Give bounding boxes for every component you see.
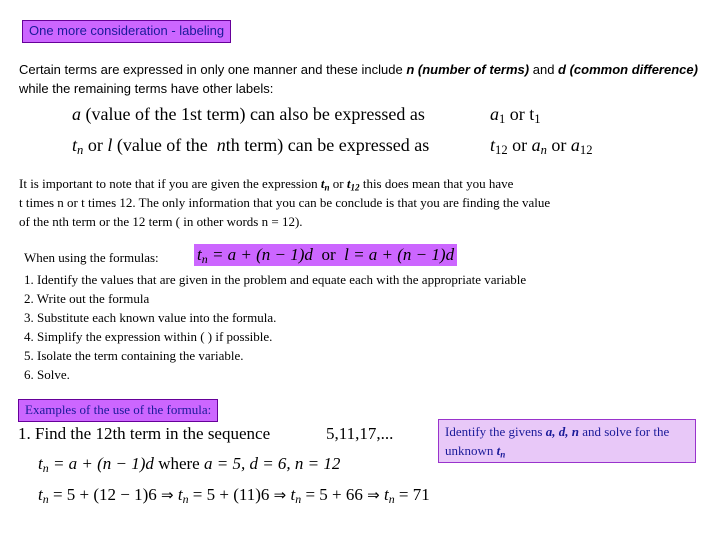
var-t12: t (490, 135, 496, 155)
sol-sub: n (388, 491, 395, 506)
tn-expr: t (320, 176, 325, 191)
eq-rest: = a + (n − 1)d (48, 454, 154, 473)
formula-2: l = a + (n − 1)d (344, 245, 455, 264)
label-line2-text1: (value of the (116, 135, 208, 155)
or-word-2: or (512, 135, 528, 155)
step-item: 3. Substitute each known value into the formula. (24, 310, 277, 325)
intro-text-1: Certain terms are expressed in only one manner and these include (19, 62, 407, 77)
note-text-2: and solve for the unknown (445, 424, 670, 458)
implies-icon: ⇒ (367, 488, 380, 504)
n-label: n (number of terms) (406, 62, 530, 77)
or-t: or t (509, 104, 535, 124)
important-note (19, 174, 709, 231)
implies-icon: ⇒ (161, 488, 174, 504)
t12-sub: 12 (350, 182, 360, 193)
sol-step-1: = 5 + (12 − 1)6 (48, 485, 157, 504)
sub-1b: 1 (534, 112, 541, 127)
implies-icon: ⇒ (273, 488, 287, 504)
var-a12: a (570, 135, 580, 155)
sol-step-4: = 71 (394, 485, 430, 504)
label-line1-text: (value of the 1st term) can also be expressed as (85, 104, 425, 124)
important-text-1: It is important to note that if you are given the expression (19, 176, 321, 191)
label-line-nth-term-alt (490, 135, 593, 156)
sub-12-2: 12 (579, 143, 593, 158)
var-l: l (107, 135, 113, 155)
intro-text-2: while the remaining terms have other labels: (19, 81, 274, 96)
eq-t: t (38, 454, 43, 473)
example1-sequence: 5,11,17,... (326, 424, 394, 443)
important-line-3: of the nth term or the 12 term ( in other words n = 12). (19, 214, 303, 229)
sub-n: n (77, 143, 84, 158)
eq-where: where (158, 454, 200, 473)
sol-step-2: = 5 + (11)6 (188, 485, 270, 504)
formula-t-sub: n (201, 251, 208, 266)
step-item: 1. Identify the values that are given in the problem and equate each with the appropriate variable (24, 272, 527, 287)
sol-t: t (177, 485, 183, 504)
intro-and: and (529, 62, 559, 77)
formula-or: or (321, 245, 336, 264)
example1-solution (38, 485, 430, 505)
example1-question (18, 424, 270, 444)
var-a: a (72, 104, 81, 124)
formulas-lead: When using the formulas: (24, 250, 159, 265)
sol-sub: n (42, 491, 49, 506)
note-text-1: Identify the givens (445, 424, 546, 439)
label-line2-text2: th term) can be expressed as (225, 135, 430, 155)
formula-1-rest: = a + (n − 1)d (207, 245, 313, 264)
sol-t: t (383, 485, 389, 504)
or-word-3: or (551, 135, 567, 155)
sol-step-3: = 5 + 66 (301, 485, 363, 504)
sol-t: t (38, 485, 43, 504)
question-text: 1. Find the 12th term in the sequence (18, 424, 271, 443)
sol-sub: n (295, 491, 302, 506)
sub-12: 12 (495, 143, 508, 158)
var-n: n (216, 135, 226, 155)
examples-banner (18, 399, 218, 422)
label-line-first-term-alt (490, 104, 541, 125)
note-unknown-sub: n (500, 449, 506, 460)
step-item: 4. Simplify the expression within ( ) if possible. (24, 329, 273, 344)
steps-list (24, 270, 526, 384)
label-line-nth-term (72, 135, 429, 156)
note-unknown: t (496, 443, 501, 458)
title-banner (22, 20, 231, 43)
intro-paragraph (19, 60, 699, 98)
important-or: or (329, 176, 347, 191)
note-vars: a, d, n (545, 424, 579, 439)
sub-n-2: n (540, 143, 547, 158)
sol-sub: n (182, 491, 189, 506)
step-item: 2. Write out the formula (24, 291, 150, 306)
step-item: 6. Solve. (24, 367, 70, 382)
tn-sub: n (324, 182, 330, 193)
var-t: t (72, 135, 78, 155)
important-line-2: t times n or t times 12. The only information that you can be conclude is that you are finding the value (19, 195, 551, 210)
sub-1: 1 (499, 112, 506, 127)
var-a1: a (490, 104, 499, 124)
eq-values: a = 5, d = 6, n = 12 (203, 454, 341, 473)
page-title: One more consideration - labeling (29, 23, 225, 38)
side-note (438, 419, 696, 463)
sol-t: t (290, 485, 296, 504)
var-an: a (531, 135, 541, 155)
formula-box (194, 244, 457, 266)
examples-title: Examples of the use of the formula: (25, 402, 212, 417)
t12-expr: t (346, 176, 351, 191)
example1-formula (38, 454, 340, 474)
formula-t: t (197, 245, 202, 264)
or-word: or (87, 135, 103, 155)
step-item: 5. Isolate the term containing the variable. (24, 348, 244, 363)
eq-sub: n (42, 460, 49, 475)
label-line-first-term (72, 104, 425, 125)
important-text-2: this does mean that you have (359, 176, 514, 191)
d-label: d (common difference) (558, 62, 698, 77)
